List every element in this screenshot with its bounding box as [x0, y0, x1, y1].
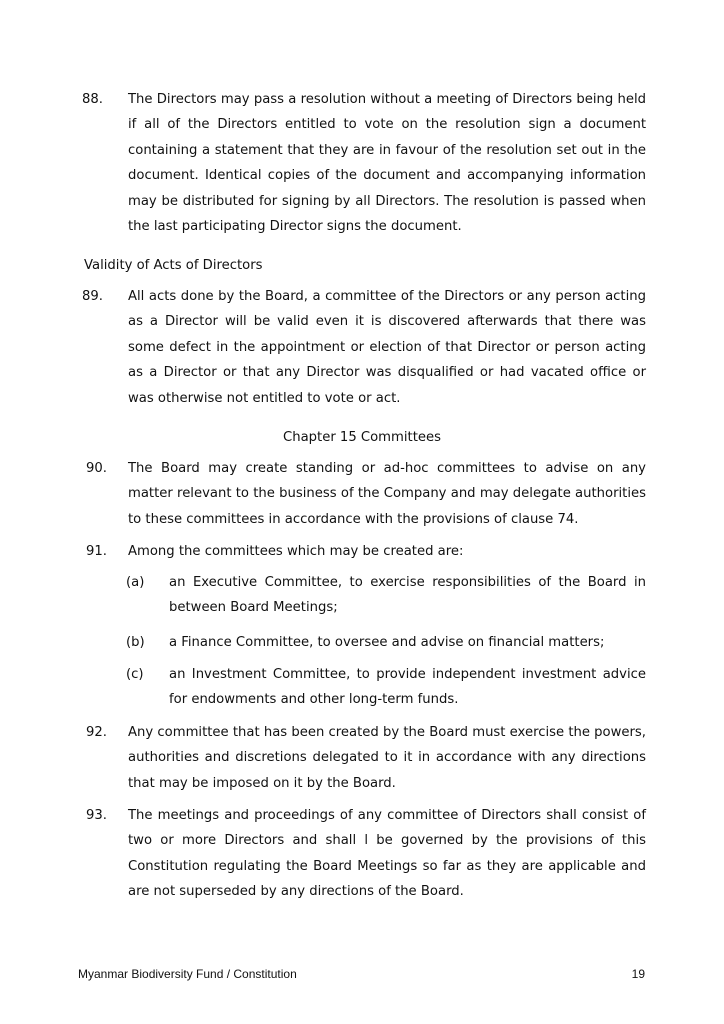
clause-text: The Directors may pass a resolution without a meeting of Directors being held if all of the Directors entitled to vote on the resolution sign a document containing a statement that they are in favour of the resolution set out in the document. Identical copies of the document and accompanying information may be distributed for signing by all Directors. The resolution is passed when the last participating Director signs the document. [128, 92, 646, 235]
clause-90 [86, 456, 646, 532]
clause-text: The meetings and proceedings of any committee of Directors shall consist of two or more Directors and shall l be governed by the provisions of this Constitution regulating the Board Meetings so far as they are applicable and are not superseded by any directions of the Board. [128, 808, 646, 900]
clause-text: The Board may create standing or ad-hoc committees to advise on any matter relevant to the business of the Company and may delegate authorities to these committees in accordance with the provisions of clause 74. [128, 461, 646, 527]
section-heading: Validity of Acts of Directors [84, 258, 263, 273]
clause-93 [86, 803, 646, 905]
clause-number: 88. [82, 92, 103, 107]
subclause-text: an Investment Committee, to provide independent investment advice for endowments and other long-term funds. [169, 667, 646, 708]
chapter-heading: Chapter 15 Committees [283, 430, 441, 445]
clause-91a [126, 570, 646, 621]
clause-91 [86, 539, 646, 564]
clause-number: 90. [86, 461, 107, 476]
clause-number: 91. [86, 544, 107, 559]
clause-91c [126, 662, 646, 713]
clause-number: 92. [86, 725, 107, 740]
subclause-letter: (b) [126, 635, 145, 650]
clause-88 [82, 87, 646, 239]
page-number: 19 [631, 967, 645, 981]
clause-text: Among the committees which may be created are: [128, 544, 464, 559]
clause-89 [82, 284, 646, 411]
clause-number: 89. [82, 289, 103, 304]
clause-number: 93. [86, 808, 107, 823]
subclause-letter: (c) [126, 667, 144, 682]
clause-text: All acts done by the Board, a committee of the Directors or any person acting as a Director will be valid even it is discovered afterwards that there was some defect in the appointment or election of that Director or person acting as a Director or that any Director was disqualified or had vacated office or was otherwise not entitled to vote or act. [128, 289, 646, 406]
subclause-letter: (a) [126, 575, 145, 590]
clause-91b [126, 630, 646, 655]
subclause-text: an Executive Committee, to exercise responsibilities of the Board in between Board Meetings; [169, 575, 646, 616]
clause-text: Any committee that has been created by the Board must exercise the powers, authorities and discretions delegated to it in accordance with any directions that may be imposed on it by the Board. [128, 725, 646, 791]
footer-title: Myanmar Biodiversity Fund / Constitution [78, 967, 297, 981]
subclause-text: a Finance Committee, to oversee and advise on financial matters; [169, 635, 605, 650]
clause-92 [86, 720, 646, 796]
